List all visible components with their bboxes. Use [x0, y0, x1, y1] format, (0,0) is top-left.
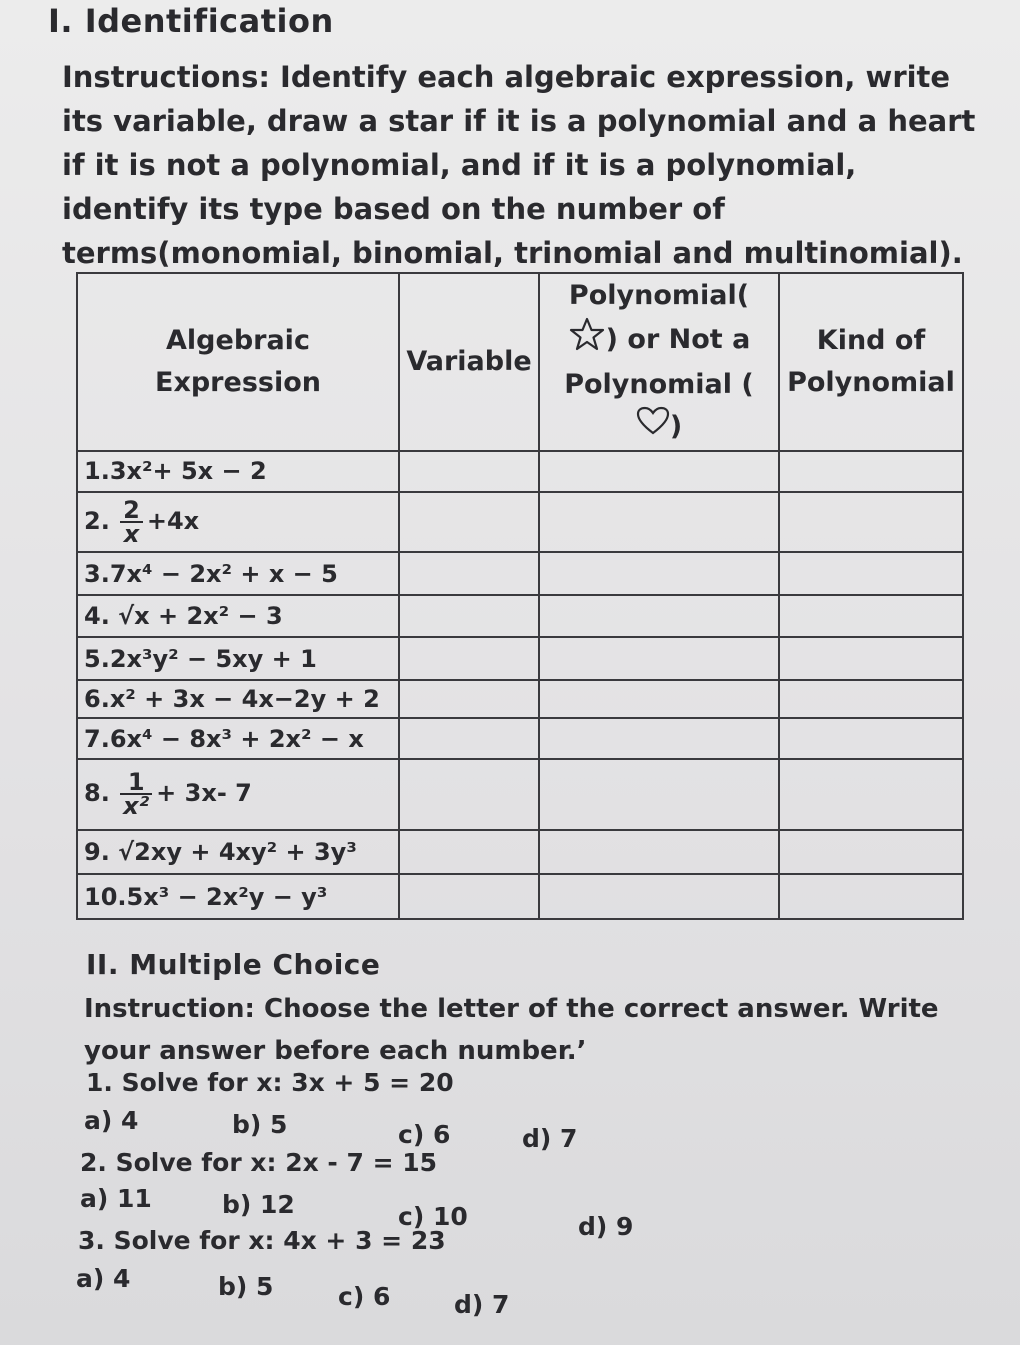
variable-cell[interactable] — [399, 637, 539, 680]
star-word: star — [388, 104, 454, 138]
polynomial-cell[interactable] — [539, 718, 779, 759]
polynomial-cell[interactable] — [539, 759, 779, 830]
polynomial-cell[interactable] — [539, 874, 779, 919]
polynomial-cell[interactable] — [539, 451, 779, 492]
expression-rest: +4x — [146, 507, 200, 536]
header-poly-a: Polynomial( — [568, 280, 750, 312]
expression-cell — [77, 759, 399, 830]
polynomial-cell[interactable] — [539, 637, 779, 680]
choice-2b: b) 12 — [222, 1190, 295, 1219]
choice-2d: d) 9 — [578, 1212, 634, 1241]
header-kind-of-polynomial: Kind of Polynomial — [779, 273, 963, 451]
expression-cell: 7.6x⁴ − 8x³ + 2x² − x — [77, 718, 399, 759]
variable-cell[interactable] — [399, 759, 539, 830]
variable-cell[interactable] — [399, 595, 539, 638]
instructions-part3: if it is not a polynomial, and if it is a polynomial, identify its type based on the number of terms(monomial, binomial, trinomial and multinomial). — [62, 148, 963, 270]
identification-table — [76, 272, 964, 920]
table-row — [77, 451, 963, 492]
variable-cell[interactable] — [399, 830, 539, 875]
choice-1b: b) 5 — [232, 1110, 288, 1139]
expression-cell: 4. √x + 2x² − 3 — [77, 595, 399, 638]
choice-2a: a) 11 — [80, 1184, 152, 1213]
choice-1c: c) 6 — [398, 1120, 451, 1149]
question-2: 2. Solve for x: 2x - 7 = 15 — [80, 1148, 438, 1177]
variable-cell[interactable] — [399, 492, 539, 553]
expression-cell: 10.5x³ − 2x²y − y³ — [77, 874, 399, 919]
table-row — [77, 637, 963, 680]
expression-cell: 5.2x³y² − 5xy + 1 — [77, 637, 399, 680]
table-row — [77, 492, 963, 553]
header-poly-c: ) — [669, 411, 683, 443]
fraction-numerator: 2 — [120, 499, 143, 523]
choice-3b: b) 5 — [218, 1272, 274, 1301]
kind-cell[interactable] — [779, 637, 963, 680]
table-header-row — [77, 273, 963, 451]
table-row — [77, 595, 963, 638]
star-icon — [568, 317, 606, 364]
instructions-lead: Instructions: — [62, 60, 281, 94]
table-row — [77, 759, 963, 830]
kind-cell[interactable] — [779, 718, 963, 759]
variable-cell[interactable] — [399, 451, 539, 492]
fraction-denominator: x² — [123, 792, 150, 821]
table-row — [77, 552, 963, 595]
fraction — [120, 768, 152, 821]
table-row — [77, 680, 963, 718]
row-number: 2. — [84, 507, 119, 536]
kind-cell[interactable] — [779, 830, 963, 875]
variable-cell[interactable] — [399, 680, 539, 718]
kind-cell[interactable] — [779, 552, 963, 595]
kind-cell[interactable] — [779, 874, 963, 919]
variable-cell[interactable] — [399, 718, 539, 759]
fraction — [120, 496, 143, 549]
expression-cell: 9. √2xy + 4xy² + 3y³ — [77, 830, 399, 875]
table-row — [77, 874, 963, 919]
expression-cell: 6.x² + 3x − 4x−2y + 2 — [77, 680, 399, 718]
header-algebraic-expression: Algebraic Expression — [77, 273, 399, 451]
choice-3a: a) 4 — [76, 1264, 131, 1293]
section-1-instructions — [62, 55, 982, 275]
header-poly-b: ) or Not a Polynomial ( — [564, 324, 754, 401]
section-1-title: I. Identification — [48, 2, 334, 40]
section-2-instruction: Instruction: Choose the letter of the correct answer. Write your answer before each number.’ — [84, 994, 939, 1066]
kind-cell[interactable] — [779, 492, 963, 553]
section-2-title: II. Multiple Choice — [86, 948, 381, 981]
kind-cell[interactable] — [779, 759, 963, 830]
table-row — [77, 830, 963, 875]
choice-3c: c) 6 — [338, 1282, 391, 1311]
fraction-numerator: 1 — [120, 771, 152, 795]
question-3: 3. Solve for x: 4x + 3 = 23 — [78, 1226, 446, 1255]
kind-cell[interactable] — [779, 595, 963, 638]
question-1: 1. Solve for x: 3x + 5 = 20 — [86, 1068, 454, 1097]
header-polynomial — [539, 273, 779, 451]
polynomial-cell[interactable] — [539, 492, 779, 553]
expression-cell: 3.7x⁴ − 2x² + x − 5 — [77, 552, 399, 595]
expression-cell: 1.3x²+ 5x − 2 — [77, 451, 399, 492]
polynomial-cell[interactable] — [539, 680, 779, 718]
choice-1d: d) 7 — [522, 1124, 578, 1153]
heart-word: heart — [887, 104, 976, 138]
expression-rest: + 3x- 7 — [156, 779, 252, 808]
variable-cell[interactable] — [399, 874, 539, 919]
polynomial-cell[interactable] — [539, 830, 779, 875]
expression-cell — [77, 492, 399, 553]
table-row — [77, 718, 963, 759]
polynomial-cell[interactable] — [539, 595, 779, 638]
instructions-part2: if it is a polynomial and a — [453, 104, 888, 138]
choice-3d: d) 7 — [454, 1290, 510, 1319]
header-variable: Variable — [399, 273, 539, 451]
row-number: 8. — [84, 779, 119, 808]
fraction-denominator: x — [123, 520, 140, 549]
choice-2c: c) 10 — [398, 1202, 468, 1231]
kind-cell[interactable] — [779, 680, 963, 718]
polynomial-cell[interactable] — [539, 552, 779, 595]
heart-icon — [636, 406, 670, 449]
kind-cell[interactable] — [779, 451, 963, 492]
choice-1a: a) 4 — [84, 1106, 139, 1135]
variable-cell[interactable] — [399, 552, 539, 595]
instructions-part1: Identify each algebraic expression, write its variable, draw a — [62, 60, 951, 138]
